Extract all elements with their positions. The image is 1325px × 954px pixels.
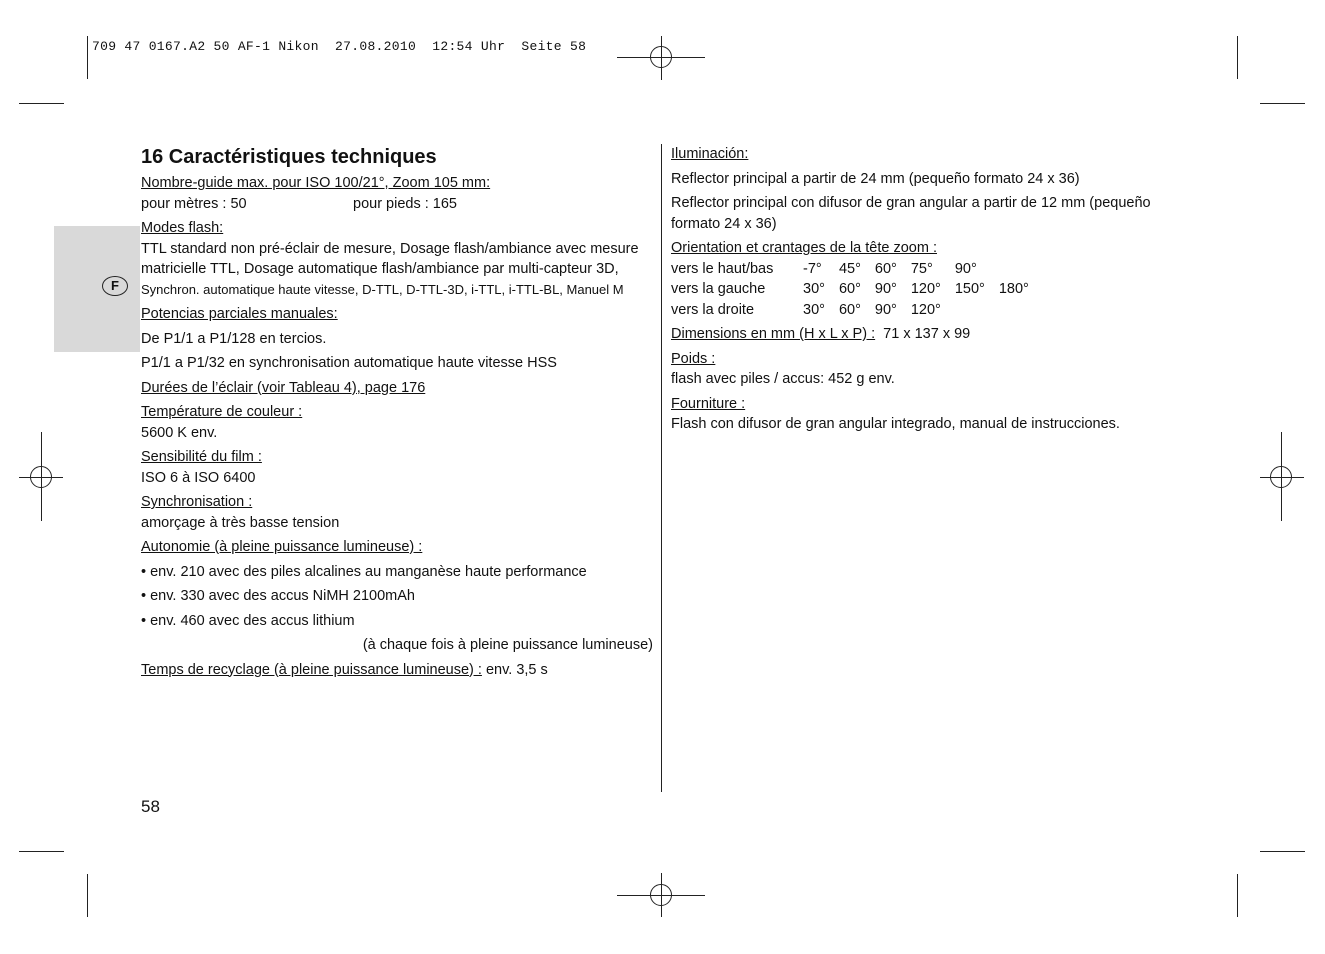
registration-mark-icon [650,884,672,906]
autonomy-label: Autonomie (à pleine puissance lumineuse) : [141,539,423,555]
table-row [671,300,1043,321]
crop-mark [1237,36,1238,79]
table-cell [999,259,1043,280]
guide-number-label: Nombre-guide max. pour ISO 100/21°, Zoom 105 mm: [141,175,491,191]
registration-mark-icon [650,46,672,68]
table-cell [999,300,1043,321]
sync-value: amorçage à très basse tension [141,514,340,531]
guide-number-values [141,194,653,215]
orientation-table [671,259,1043,321]
table-cell: 60° [874,260,897,277]
table-row [671,279,1043,300]
crop-mark [19,851,64,852]
flash-modes-line: TTL standard non pré-éclair de mesure, Dosage flash/ambiance avec mesure [141,240,639,257]
table-cell: 60° [838,281,861,297]
table-cell: 90° [954,260,977,277]
flash-modes-line: Synchron. automatique haute vitesse, D-TTL, D-TTL-3D, i-TTL, i-TTL-BL, Manuel M [141,281,624,297]
table-cell: vers la droite [671,301,755,318]
illumination-line: Reflector principal con difusor de gran angular a partir de 12 mm (pequeño formato 24 x 36) [671,195,1151,232]
recycle-time-value: env. 3,5 s [481,661,548,678]
film-speed-label: Sensibilité du film : [141,449,262,465]
illumination-line: Reflector principal a partir de 24 mm (pequeño formato 24 x 36) [671,170,1080,187]
color-temperature-value: 5600 K env. [141,424,218,441]
table-cell: 30° [803,281,825,297]
supply-label: Fourniture : [671,395,746,412]
partial-power-line: P1/1 a P1/32 en synchronisation automatique haute vitesse HSS [141,355,557,371]
guide-number-metres: pour mètres : 50 [141,195,247,212]
orientation-label: Orientation et crantages de la tête zoom : [671,240,937,256]
color-temperature-label: Température de couleur : [141,404,303,420]
table-cell: 180° [998,281,1029,297]
table-cell: vers le haut/bas [671,260,774,277]
crop-mark [87,36,88,79]
right-column [671,144,1171,435]
partial-power-label: Potencias parciales manuales: [141,306,338,322]
table-cell: 90° [874,281,897,297]
flash-durations-label: Durées de l’éclair (voir Tableau 4), page 176 [141,379,426,396]
registration-mark-icon [30,466,52,488]
flash-modes-line: matricielle TTL, Dosage automatique flash/ambiance par multi-capteur 3D, [141,261,619,277]
dimensions-label: Dimensions en mm (H x L x P) : [671,326,876,342]
table-cell: 90° [874,301,897,318]
partial-power-line: De P1/1 a P1/128 en tercios. [141,330,327,347]
weight-value: flash avec piles / accus: 452 g env. [671,371,895,387]
table-cell: 120° [910,281,941,297]
recycle-time [141,660,653,681]
crop-mark [87,874,88,917]
table-cell: 60° [838,301,861,318]
film-speed-value: ISO 6 à ISO 6400 [141,469,256,486]
guide-number-feet: pour pieds : 165 [353,195,457,212]
list-item: • env. 330 avec des accus NiMH 2100mAh [141,588,415,604]
supply-value: Flash con difusor de gran angular integrado, manual de instrucciones. [671,416,1120,432]
crop-mark [1260,103,1305,104]
language-badge: F [102,276,128,296]
weight-label: Poids : [671,350,716,367]
autonomy-note: (à chaque fois à pleine puissance lumineuse) [362,637,653,653]
crop-mark [1237,874,1238,917]
table-cell: 120° [910,301,941,318]
section-title: 16 Caractéristiques techniques [141,146,437,168]
table-cell [955,300,999,321]
column-divider [661,144,662,792]
table-cell: 30° [803,301,825,318]
table-cell: vers la gauche [671,281,766,297]
sync-label: Synchronisation : [141,494,253,510]
crop-mark [1260,851,1305,852]
dimensions-value: 71 x 137 x 99 [875,326,971,342]
table-cell: 75° [910,260,933,277]
list-item: • env. 460 avec des accus lithium [141,612,355,629]
table-row [671,259,1043,280]
page-number: 58 [141,797,160,816]
dimensions [671,324,1171,345]
list-item: • env. 210 avec des piles alcalines au manganèse haute performance [141,563,587,580]
table-cell: -7° [803,260,822,277]
left-column [141,143,653,680]
registration-mark-icon [1270,466,1292,488]
print-slug: 709 47 0167.A2 50 AF-1 Nikon 27.08.2010 12:54 Uhr Seite 58 [92,39,587,54]
recycle-time-label: Temps de recyclage (à pleine puissance lumineuse) : [141,661,482,678]
illumination-label: Iluminación: [671,146,749,162]
table-cell: 150° [954,281,985,297]
crop-mark [19,103,64,104]
table-cell: 45° [838,260,861,277]
flash-modes-label: Modes flash: [141,220,224,236]
